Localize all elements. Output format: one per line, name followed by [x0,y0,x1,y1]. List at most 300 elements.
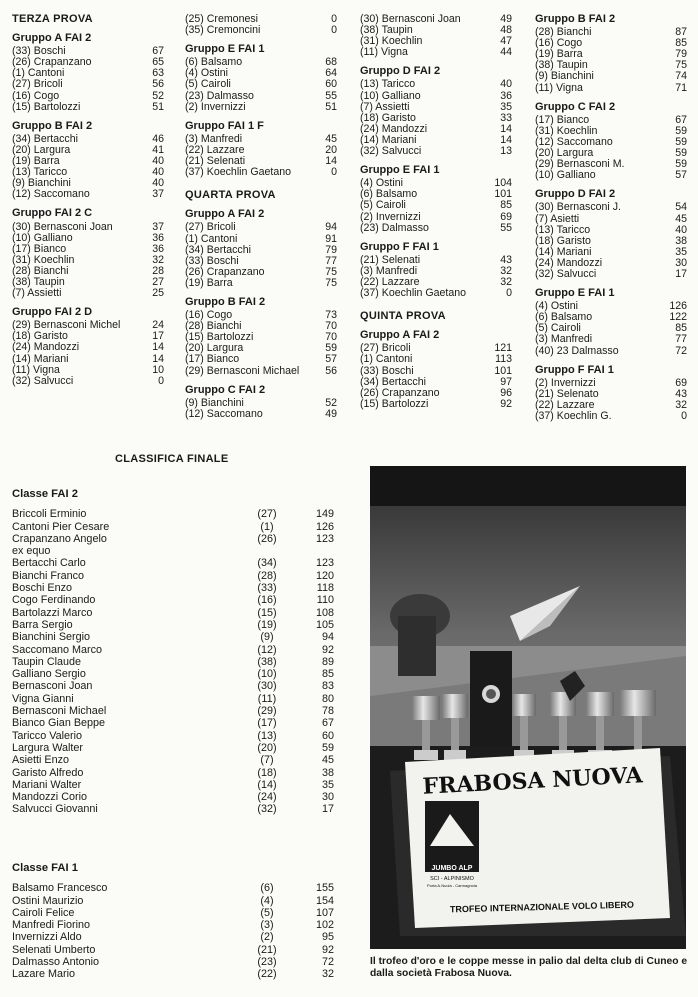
competitor-name: (38) Taupin [12,276,65,288]
result-row [185,222,337,233]
trophy-photo [370,466,686,949]
photo-caption: Il trofeo d'oro e le coppe messe in palio dal delta club di Cuneo e dalla società Frabosa Nuova. [370,956,688,979]
group-title: Gruppo A FAI 2 [185,208,265,221]
result-row [185,167,337,178]
competitor-name: (22) Lazzare [360,276,420,288]
final-row [12,931,334,943]
score: 40 [152,177,164,190]
result-row [12,178,164,189]
competitor-name: (22) Lazzare [535,399,595,411]
score: 59 [675,124,687,137]
result-row [360,113,512,124]
competitor-name: (7) Asietti [535,213,580,225]
group-title: Gruppo FAI 2 C [12,207,93,220]
result-row [360,266,512,277]
group-title: Gruppo FAI 1 F [185,119,264,132]
score: 56 [325,364,337,377]
result-row [185,234,337,245]
competitor-name: (2) Invernizzi [535,377,596,389]
competitor-name: Bianchi Franco [12,569,85,582]
competitor-name: (18) Garisto [12,331,68,343]
competitor-name: (5) Cairoli [185,79,231,91]
final-row [12,882,334,894]
total-points: 95 [321,931,334,944]
competitor-name: (2) Invernizzi [360,211,421,223]
result-row [12,167,164,178]
result-row [535,126,687,137]
score: 113 [495,353,512,366]
score: 35 [500,100,512,113]
result-row [360,288,512,299]
competitor-name: Ostini Maurizio [12,894,84,907]
total-points: 105 [315,618,334,631]
result-row [185,332,337,343]
score: 32 [500,264,512,277]
competitor-name: (29) Bernasconi M. [535,159,625,171]
result-row [535,400,687,411]
group-title: Gruppo D FAI 2 [360,65,441,78]
competitor-name: (19) Barra [185,277,233,289]
competitor-number: (14) [257,778,277,791]
group-title: Gruppo E FAI 1 [360,164,440,177]
competitor-number: (32) [257,803,277,816]
result-row [535,378,687,389]
competitor-number: (1) [260,520,274,533]
competitor-name: Cogo Ferdinando [12,594,96,607]
total-points: 30 [321,791,334,804]
final-row [12,656,334,668]
result-row [535,411,687,422]
competitor-name: (20) Largura [185,343,244,355]
result-row [360,178,512,189]
total-points: 110 [316,594,334,607]
score: 64 [325,67,337,80]
score: 32 [152,253,164,266]
competitor-name: Cairoli Felice [12,906,75,919]
results-column-4 [535,14,687,422]
competitor-name: (21) Selenati [360,254,421,266]
competitor-name: (40) 23 Dalmasso [535,345,619,357]
result-row [12,244,164,255]
score: 85 [675,322,687,335]
result-row [360,277,512,288]
competitor-name: Bernasconi Joan [12,680,93,693]
competitor-name: (15) Bartolozzi [12,101,81,113]
competitor-name: (1) Cantoni [12,68,65,80]
total-points: 149 [315,508,334,521]
competitor-name: (23) Dalmasso [185,90,254,102]
competitor-number: (12) [257,643,277,656]
result-row [185,68,337,79]
score: 55 [325,89,337,102]
score: 59 [675,147,687,160]
result-row [12,46,164,57]
competitor-number: (13) [257,729,277,742]
result-row [535,389,687,400]
result-row [535,49,687,60]
total-points: 67 [321,717,334,730]
result-row [360,223,512,234]
result-row [185,310,337,321]
group-title: Gruppo B FAI 2 [185,295,266,308]
final-class-fai1 [12,862,334,981]
result-row [360,200,512,211]
final-row [12,919,334,931]
result-row [12,277,164,288]
score: 10 [152,363,164,376]
section-title: QUARTA PROVA [185,189,276,202]
competitor-name: (21) Selenati [185,156,246,168]
competitor-name: Cantoni Pier Cesare [12,520,110,533]
total-points: 155 [315,882,334,895]
competitor-name: (20) Largura [535,148,594,160]
result-row [360,14,512,25]
score: 85 [675,37,687,50]
score: 104 [494,177,512,190]
competitor-number [242,545,292,557]
competitor-number: (30) [257,680,277,693]
total-points: 17 [321,803,334,816]
final-row [12,907,334,919]
final-row [12,803,334,815]
final-row [12,582,334,594]
total-points: 85 [321,668,334,681]
result-row [360,135,512,146]
score: 40 [675,223,687,236]
competitor-name: (7) Assietti [360,101,410,113]
competitor-name: (27) Bricoli [185,222,236,234]
score: 0 [331,13,337,25]
score: 56 [152,78,164,91]
result-row [185,102,337,113]
score: 17 [152,330,164,343]
competitor-name: (37) Koechlin Gaetano [185,167,292,179]
competitor-number: (5) [260,906,274,919]
competitor-name: (6) Balsamo [535,312,593,324]
result-row [360,124,512,135]
total-points: 78 [321,705,334,718]
score: 51 [152,100,164,113]
competitor-name: (29) Bernasconi Michel [12,320,121,332]
score: 36 [500,89,512,102]
score: 57 [675,169,687,182]
result-row [185,145,337,156]
score: 48 [500,24,512,37]
score: 37 [152,188,164,201]
result-row [185,25,337,36]
competitor-name: (38) Taupin [360,25,413,37]
competitor-name: (31) Koechlin [535,125,598,137]
score: 69 [675,376,687,389]
logo-text: JUMBO ALP [431,865,473,872]
competitor-name: Balsamo Francesco [12,882,108,895]
result-row [360,102,512,113]
competitor-name: (11) Vigna [535,82,583,94]
competitor-name: (6) Balsamo [185,57,243,69]
score: 57 [325,353,337,366]
score: 20 [325,143,337,156]
result-row [535,170,687,181]
competitor-name: (14) Mariani [535,246,592,258]
total-points: 108 [315,606,334,619]
competitor-number: (24) [257,791,277,804]
result-row [535,71,687,82]
score: 0 [331,24,337,37]
result-row [535,137,687,148]
group-title: Gruppo C FAI 2 [185,383,266,396]
competitor-name: (10) Galliano [360,90,421,102]
competitor-name: Boschi Enzo [12,582,73,595]
final-row [12,521,334,533]
competitor-name: Galliano Sergio [12,668,86,681]
competitor-name: Largura Walter [12,741,84,754]
group-title: Gruppo F FAI 1 [535,363,614,376]
result-row [535,148,687,159]
total-points: 92 [321,943,334,956]
result-row [12,342,164,353]
score: 69 [500,210,512,223]
score: 32 [500,275,512,288]
competitor-number: (7) [260,754,274,767]
competitor-name: (26) Crapanzano [12,57,92,69]
competitor-name: (37) Koechlin G. [535,411,612,422]
competitor-name: (23) Dalmasso [360,222,429,234]
score: 49 [500,13,512,25]
score: 72 [675,344,687,357]
final-row [12,680,334,692]
competitor-number: (10) [257,668,277,681]
result-row [185,134,337,145]
score: 40 [152,166,164,179]
competitor-name: (31) Koechlin [12,254,75,266]
score: 74 [675,70,687,83]
competitor-number: (15) [257,606,277,619]
result-row [185,79,337,90]
competitor-name: (17) Bianco [185,354,240,366]
competitor-name: (1) Cantoni [185,233,238,245]
competitor-name: (9) Bianchini [12,178,71,190]
final-row [12,779,334,791]
result-row [535,202,687,213]
result-row [185,14,337,25]
score: 52 [325,396,337,409]
score: 101 [494,364,512,377]
total-points: 80 [321,692,334,705]
result-row [185,278,337,289]
score: 97 [500,375,512,388]
competitor-number: (18) [257,766,277,779]
competitor-number: (4) [260,894,274,907]
score: 63 [152,67,164,80]
competitor-name: (37) Koechlin Gaetano [360,288,467,300]
competitor-name: Garisto Alfredo [12,766,84,779]
competitor-name: Taricco Valerio [12,729,83,742]
score: 92 [500,397,512,410]
result-row [12,320,164,331]
result-row [12,189,164,200]
total-points: 94 [321,631,334,644]
result-row [360,212,512,223]
competitor-name: (19) Barra [535,49,583,61]
competitor-name: (33) Boschi [185,255,239,267]
competitor-name: (38) Taupin [535,60,588,72]
competitor-name: (28) Bianchi [535,27,592,39]
final-row [12,767,334,779]
score: 75 [675,59,687,72]
result-row [12,145,164,156]
result-row [185,321,337,332]
competitor-name: (4) Ostini [185,68,228,80]
final-row [12,754,334,766]
score: 43 [500,253,512,266]
final-row [12,668,334,680]
competitor-name: (4) Ostini [360,178,403,190]
competitor-name: (10) Galliano [12,232,73,244]
group-title: Gruppo A FAI 2 [12,32,92,45]
total-points: 38 [321,766,334,779]
competitor-name: (29) Bernasconi Michael [185,365,300,377]
group-title: Gruppo FAI 2 D [12,306,93,319]
result-row [12,331,164,342]
result-row [360,146,512,157]
result-row [535,159,687,170]
section-title: TERZA PROVA [12,13,93,25]
result-row [535,247,687,258]
total-points: 126 [315,520,334,533]
competitor-name: (13) Taricco [535,224,591,236]
group-title: Gruppo E FAI 1 [185,43,265,56]
score: 43 [675,387,687,400]
competitor-number: (2) [260,931,274,944]
score: 91 [325,232,337,245]
final-row [12,557,334,569]
competitor-name: (32) Salvucci [12,375,74,387]
competitor-number: (6) [260,882,274,895]
total-points: 45 [321,754,334,767]
competitor-number: (28) [257,569,277,582]
total-points: 89 [321,655,334,668]
competitor-name: (14) Mariani [360,134,417,146]
total-points [292,545,334,557]
competitor-name: (12) Saccomano [12,189,90,201]
result-row [360,255,512,266]
competitor-name: (17) Bianco [535,114,590,126]
competitor-name: Bianco Gian Beppe [12,717,106,730]
score: 85 [500,199,512,212]
result-row [360,399,512,410]
result-row [12,233,164,244]
total-points: 120 [315,569,334,582]
competitor-name: Bartolazzi Marco [12,606,93,619]
score: 17 [675,267,687,280]
competitor-number: (38) [257,655,277,668]
score: 60 [325,78,337,91]
score: 25 [152,287,164,300]
final-row [12,644,334,656]
result-row [360,388,512,399]
result-row [360,343,512,354]
final-row [12,717,334,729]
result-row [535,301,687,312]
competitor-number: (33) [257,582,277,595]
final-row [12,619,334,631]
result-row [535,225,687,236]
group-title: Gruppo A FAI 2 [360,329,440,342]
score: 49 [325,407,337,420]
score: 75 [325,265,337,278]
competitor-name: (31) Koechlin [360,36,423,48]
total-points: 102 [315,919,334,932]
result-row [360,189,512,200]
result-row [12,255,164,266]
competitor-name: (10) Galliano [535,170,596,182]
final-class-fai2 [12,488,334,816]
competitor-name: (15) Bartolozzi [185,332,254,344]
score: 30 [675,256,687,269]
score: 77 [325,254,337,267]
group-title: Gruppo B FAI 2 [535,13,616,25]
trophy-text: TROFEO INTERNAZIONALE VOLO LIBERO [449,899,635,915]
competitor-name: (3) Manfredi [185,133,243,145]
competitor-name: Mariani Walter [12,778,82,791]
competitor-number: (16) [257,594,277,607]
final-row [12,956,334,968]
result-row [185,256,337,267]
competitor-name: (17) Bianco [12,243,67,255]
score: 33 [500,111,512,124]
score: 96 [500,386,512,399]
competitor-name: (3) Manfredi [535,334,593,346]
competitor-name: (34) Bertacchi [360,376,426,388]
result-row [185,91,337,102]
competitor-name: (30) Bernasconi J. [535,202,621,214]
competitor-name: (34) Bertacchi [12,133,78,145]
score: 40 [500,78,512,91]
score: 13 [500,145,512,158]
group-title: Gruppo D FAI 2 [535,188,616,201]
score: 101 [494,188,512,201]
competitor-number: (9) [260,631,274,644]
competitor-name: Selenati Umberto [12,943,96,956]
score: 27 [152,275,164,288]
competitor-name: (7) Assietti [12,288,62,300]
result-row [185,156,337,167]
result-row [12,288,164,299]
competitor-name: (12) Saccomano [185,408,263,420]
final-row [12,693,334,705]
competitor-name: (27) Bricoli [12,79,63,91]
total-points: 32 [321,968,334,981]
result-row [12,134,164,145]
result-row [535,312,687,323]
score: 79 [675,48,687,61]
competitor-name: Vigna Gianni [12,692,74,705]
result-row [535,323,687,334]
competitor-name: (12) Saccomano [535,136,613,148]
logo-address: Porta A.Nuola - Carmagnola [426,883,478,888]
competitor-name: Crapanzano Angelo [12,532,107,545]
result-row [12,68,164,79]
competitor-name: (16) Cogo [185,310,233,322]
competitor-name: (16) Cogo [12,90,60,102]
result-row [12,365,164,376]
result-row [535,83,687,94]
score: 0 [681,410,687,422]
competitor-name: Briccoli Erminio [12,508,87,521]
score: 87 [675,26,687,39]
group-title: Gruppo B FAI 2 [12,119,93,132]
competitor-name: Asietti Enzo [12,754,70,767]
